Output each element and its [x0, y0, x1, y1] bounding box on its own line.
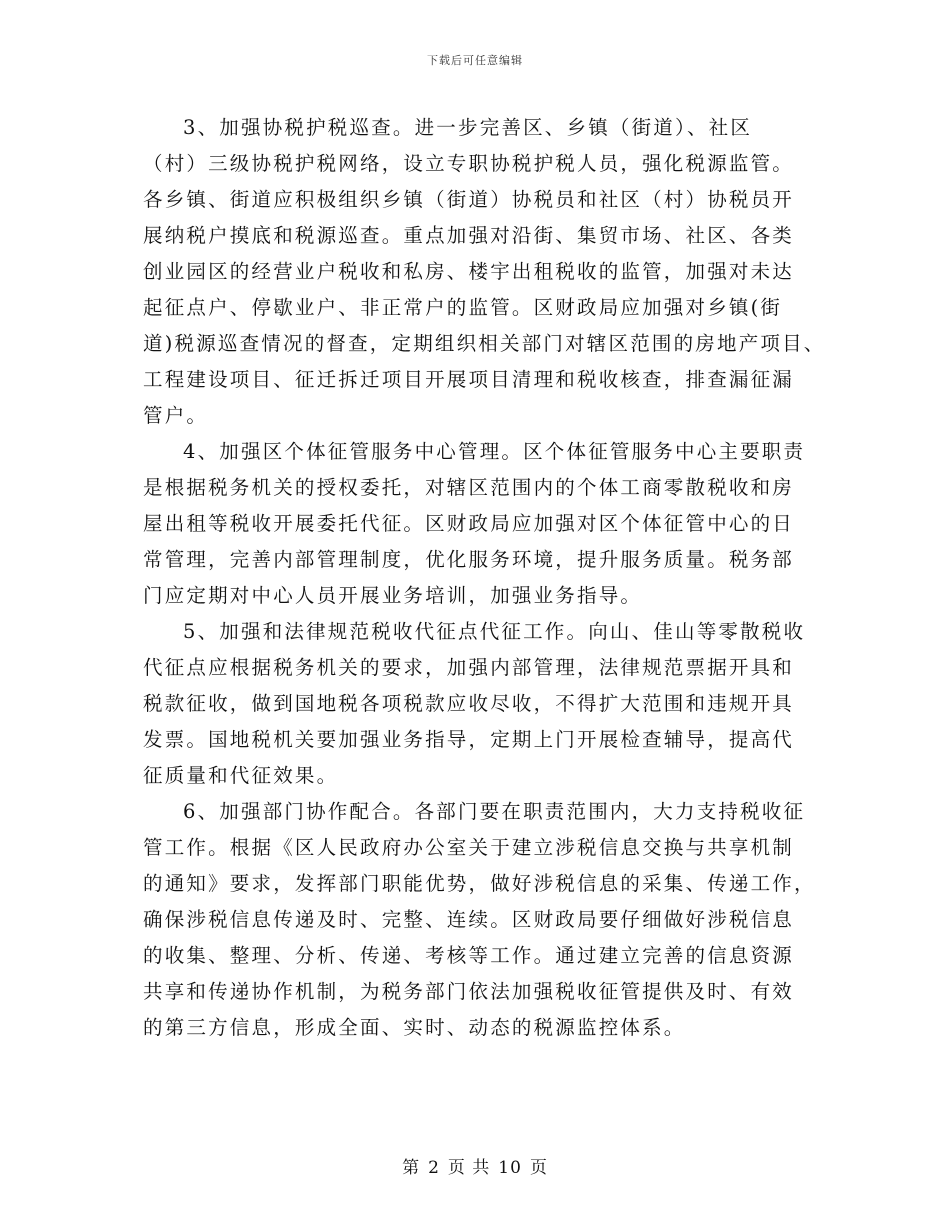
paragraph-3-line: 道)税源巡查情况的督查，定期组织相关部门对辖区范围的房地产项目、	[143, 332, 826, 355]
paragraph-6-line: 管工作。根据《区人民政府办公室关于建立涉税信息交换与共享机制	[143, 836, 795, 859]
paragraph-4-line: 4、加强区个体征管服务中心管理。区个体征管服务中心主要职责	[183, 440, 806, 463]
paragraph-5-line: 税款征收，做到国地税各项税款应收尽收，不得扩大范围和违规开具	[143, 692, 795, 715]
paragraph-4-line: 常管理，完善内部管理制度，优化服务环境，提升服务质量。税务部	[143, 548, 795, 571]
paragraph-6-line: 的通知》要求，发挥部门职能优势，做好涉税信息的采集、传递工作，	[143, 872, 816, 895]
paragraph-3-line: 3、加强协税护税巡查。进一步完善区、乡镇（街道）、社区	[183, 116, 753, 139]
page-footer	[0, 1153, 950, 1178]
paragraph-5-line: 征质量和代征效果。	[143, 764, 339, 787]
paragraph-6-line: 6、加强部门协作配合。各部门要在职责范围内，大力支持税收征	[183, 800, 806, 823]
paragraph-6-line: 的第三方信息，形成全面、实时、动态的税源监控体系。	[143, 1016, 686, 1039]
paragraph-5-line: 发票。国地税机关要加强业务指导，定期上门开展检查辅导，提高代	[143, 728, 795, 751]
paragraph-6-line: 共享和传递协作机制，为税务部门依法加强税收征管提供及时、有效	[143, 980, 795, 1003]
current-page-number: 2	[428, 1158, 440, 1178]
footer-suffix: 页	[529, 1158, 548, 1178]
total-pages-number: 10	[498, 1158, 522, 1178]
paragraph-3-line: （村）三级协税护税网络，设立专职协税护税人员，强化税源监管。	[143, 152, 795, 175]
page-header: 下载后可任意编辑	[427, 54, 523, 67]
paragraph-3-line: 起征点户、停歇业户、非正常户的监管。区财政局应加强对乡镇(街	[143, 296, 783, 319]
paragraph-6-line: 的收集、整理、分析、传递、考核等工作。通过建立完善的信息资源	[143, 944, 795, 967]
paragraph-5-line: 代征点应根据税务机关的要求，加强内部管理，法律规范票据开具和	[143, 656, 795, 679]
footer-prefix: 第	[402, 1158, 421, 1178]
paragraph-3-line: 创业园区的经营业户税收和私房、楼宇出租税收的监管，加强对未达	[143, 260, 795, 283]
paragraph-3-line: 工程建设项目、征迁拆迁项目开展项目清理和税收核查，排查漏征漏	[143, 368, 795, 391]
paragraph-5-line: 5、加强和法律规范税收代征点代征工作。向山、佳山等零散税收	[183, 620, 806, 643]
paragraph-4-line: 门应定期对中心人员开展业务培训，加强业务指导。	[143, 584, 643, 607]
paragraph-3-line: 管户。	[143, 404, 209, 427]
paragraph-4-line: 屋出租等税收开展委托代征。区财政局应加强对区个体征管中心的日	[143, 512, 795, 535]
paragraph-6-line: 确保涉税信息传递及时、完整、连续。区财政局要仔细做好涉税信息	[143, 908, 795, 931]
paragraph-3-line: 展纳税户摸底和税源巡查。重点加强对沿街、集贸市场、社区、各类	[143, 224, 795, 247]
paragraph-4-line: 是根据税务机关的授权委托，对辖区范围内的个体工商零散税收和房	[143, 476, 795, 499]
paragraph-3-line: 各乡镇、街道应积极组织乡镇（街道）协税员和社区（村）协税员开	[143, 188, 795, 211]
footer-middle: 页 共	[447, 1158, 491, 1178]
